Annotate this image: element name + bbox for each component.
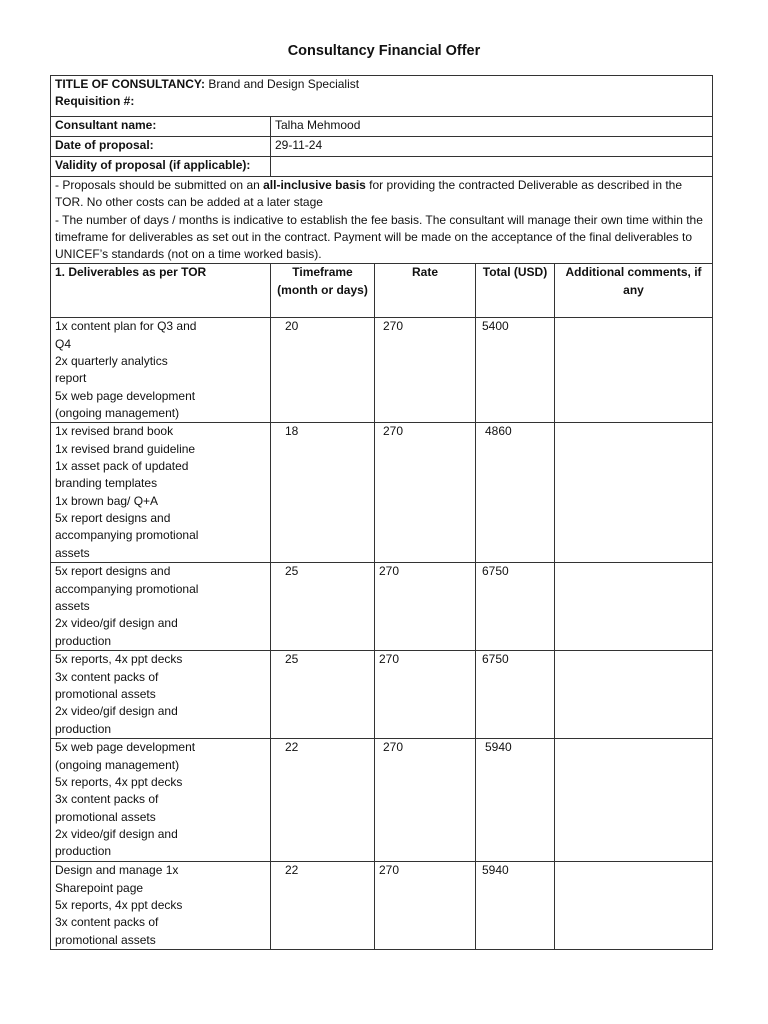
table-row xyxy=(51,651,713,739)
rate-cell: 270 xyxy=(375,739,476,862)
consultancy-title-label: TITLE OF CONSULTANCY: xyxy=(55,77,205,91)
table-row xyxy=(51,563,713,651)
instruction-1-pre: - Proposals should be submitted on an xyxy=(55,178,264,192)
total-cell: 5940 xyxy=(476,862,555,949)
total-cell: 6750 xyxy=(476,563,555,651)
table-row xyxy=(51,862,713,949)
consultant-name-row xyxy=(51,117,713,137)
requisition-label: Requisition #: xyxy=(55,94,135,109)
total-cell: 4860 xyxy=(476,423,555,563)
timeframe-cell: 25 xyxy=(271,563,375,651)
deliverables-cell: 1x revised brand book 1x revised brand guideline 1x asset pack of updated branding templates 1x brown bag/ Q+A 5x report designs and accompanying promotional assets xyxy=(51,423,271,563)
consultant-name-label: Consultant name: xyxy=(51,117,271,137)
instruction-2: - The number of days / months is indicative to establish the fee basis. The consultant will manage their own time within the timeframe for deliverables as set out in the contract. Payment will be made on the acceptance of the final deliverables to UNICEF’s standards (not on a time worked basis). xyxy=(55,212,703,262)
rate-cell: 270 xyxy=(375,563,476,651)
rate-cell: 270 xyxy=(375,423,476,563)
table-row xyxy=(51,739,713,862)
rate-cell: 270 xyxy=(375,318,476,423)
comments-cell xyxy=(555,651,713,739)
timeframe-cell: 18 xyxy=(271,423,375,563)
col-timeframe-header: Timeframe (month or days) xyxy=(271,264,375,318)
total-cell: 6750 xyxy=(476,651,555,739)
consultancy-title-value: Brand and Design Specialist xyxy=(208,77,360,91)
validity-value xyxy=(271,157,713,177)
deliverables-cell: 1x content plan for Q3 and Q4 2x quarterly analytics report 5x web page development (ongoing management) xyxy=(51,318,271,423)
consultancy-title-cell xyxy=(51,76,713,117)
deliverables-cell: Design and manage 1x Sharepoint page 5x reports, 4x ppt decks 3x content packs of promotional assets xyxy=(51,862,271,949)
table-row xyxy=(51,318,713,423)
comments-cell xyxy=(555,862,713,949)
date-of-proposal-row xyxy=(51,137,713,157)
comments-cell xyxy=(555,563,713,651)
timeframe-cell: 22 xyxy=(271,862,375,949)
comments-cell xyxy=(555,318,713,423)
comments-cell xyxy=(555,739,713,862)
timeframe-cell: 20 xyxy=(271,318,375,423)
col-deliverables-header: 1. Deliverables as per TOR xyxy=(51,264,271,318)
column-header-row xyxy=(51,264,713,318)
comments-cell xyxy=(555,423,713,563)
deliverables-cell: 5x reports, 4x ppt decks 3x content packs of promotional assets 2x video/gif design and production xyxy=(51,651,271,739)
timeframe-cell: 25 xyxy=(271,651,375,739)
date-of-proposal-label: Date of proposal: xyxy=(51,137,271,157)
instruction-1-post: for providing the contracted Deliverable as described in the TOR. No other costs can be added at a later stage xyxy=(55,178,683,210)
col-comments-header: Additional comments, if any xyxy=(555,264,713,318)
table-row xyxy=(51,423,713,563)
consultant-name-value: Talha Mehmood xyxy=(271,117,713,137)
instructions-cell xyxy=(51,177,713,264)
financial-offer-table xyxy=(50,75,713,950)
total-cell: 5400 xyxy=(476,318,555,423)
validity-row xyxy=(51,157,713,177)
validity-label: Validity of proposal (if applicable): xyxy=(51,157,271,177)
consultancy-title-row xyxy=(51,76,713,117)
col-rate-header: Rate xyxy=(375,264,476,318)
deliverables-cell: 5x web page development (ongoing management) 5x reports, 4x ppt decks 3x content packs of promotional assets 2x video/gif design and production xyxy=(51,739,271,862)
col-total-header: Total (USD) xyxy=(476,264,555,318)
rate-cell: 270 xyxy=(375,862,476,949)
rate-cell: 270 xyxy=(375,651,476,739)
instructions-row xyxy=(51,177,713,264)
total-cell: 5940 xyxy=(476,739,555,862)
instruction-1-bold: all-inclusive basis xyxy=(263,178,366,192)
timeframe-cell: 22 xyxy=(271,739,375,862)
date-of-proposal-value: 29-11-24 xyxy=(271,137,713,157)
deliverables-cell: 5x report designs and accompanying promotional assets 2x video/gif design and production xyxy=(51,563,271,651)
document-title: Consultancy Financial Offer xyxy=(287,43,481,59)
